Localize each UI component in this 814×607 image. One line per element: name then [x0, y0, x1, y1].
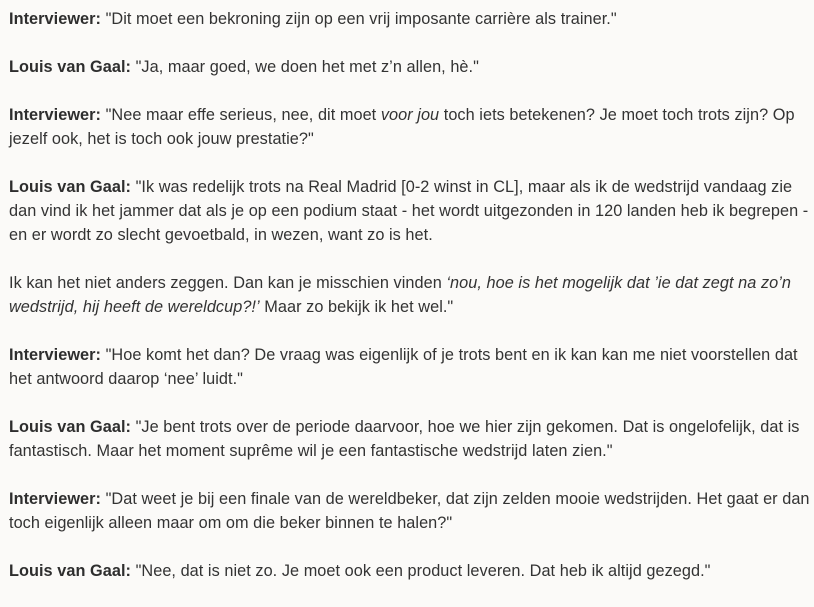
interview-transcript	[9, 7, 811, 607]
quote-text: toch iets betekenen? Je moet toch trots zijn? Op jezelf ook, het is toch ook jouw prestatie?"	[9, 106, 795, 148]
quote-text: "Ja, maar goed, we doen het met z’n allen, hè."	[135, 58, 479, 76]
speaker-label: Louis van Gaal:	[9, 418, 131, 436]
transcript-paragraph	[9, 55, 811, 79]
quote-text: Ik kan het niet anders zeggen. Dan kan je misschien vinden	[9, 274, 447, 292]
quote-text: "Dit moet een bekroning zijn op een vrij imposante carrière als trainer."	[105, 10, 617, 28]
quote-text: "Nee, dat is niet zo. Je moet ook een product leveren. Dat heb ik altijd gezegd."	[135, 562, 711, 580]
transcript-paragraph	[9, 175, 811, 247]
speaker-label: Interviewer:	[9, 106, 101, 124]
transcript-paragraph	[9, 487, 811, 535]
transcript-paragraph	[9, 415, 811, 463]
transcript-paragraph	[9, 7, 811, 31]
quote-emphasis: ‘nou, hoe is het mogelijk dat ’ie dat zegt na zo’n wedstrijd, hij heeft de wereldcup?!’	[9, 274, 792, 316]
transcript-paragraph	[9, 103, 811, 151]
speaker-label: Interviewer:	[9, 10, 101, 28]
speaker-label: Louis van Gaal:	[9, 562, 131, 580]
quote-text: "Ik was redelijk trots na Real Madrid [0-2 winst in CL], maar als ik de wedstrijd vandaag zie dan vind ik het jammer dat als je op een podium staat - het wordt uitgezonden in 120 landen heb ik begrepen - en er wordt zo slecht gevoetbald, in wezen, want zo is het.	[9, 178, 809, 244]
transcript-paragraph	[9, 559, 811, 583]
transcript-paragraph	[9, 343, 811, 391]
quote-text: Maar zo bekijk ik het wel."	[259, 298, 454, 316]
quote-emphasis: voor jou	[380, 106, 440, 124]
quote-text: "Je bent trots over de periode daarvoor, hoe we hier zijn gekomen. Dat is ongelofelijk, dat is fantastisch. Maar het moment suprême wil je een fantastische wedstrijd laten zien."	[9, 418, 800, 460]
speaker-label: Louis van Gaal:	[9, 58, 131, 76]
speaker-label: Louis van Gaal:	[9, 178, 131, 196]
transcript-paragraph	[9, 271, 811, 319]
speaker-label: Interviewer:	[9, 490, 101, 508]
quote-text: "Dat weet je bij een finale van de wereldbeker, dat zijn zelden mooie wedstrijden. Het gaat er dan toch eigenlijk alleen maar om om die beker binnen te halen?"	[9, 490, 810, 532]
speaker-label: Interviewer:	[9, 346, 101, 364]
quote-text: "Nee maar effe serieus, nee, dit moet	[105, 106, 381, 124]
quote-text: "Hoe komt het dan? De vraag was eigenlijk of je trots bent en ik kan kan me niet voorstellen dat het antwoord daarop ‘nee’ luidt."	[9, 346, 798, 388]
